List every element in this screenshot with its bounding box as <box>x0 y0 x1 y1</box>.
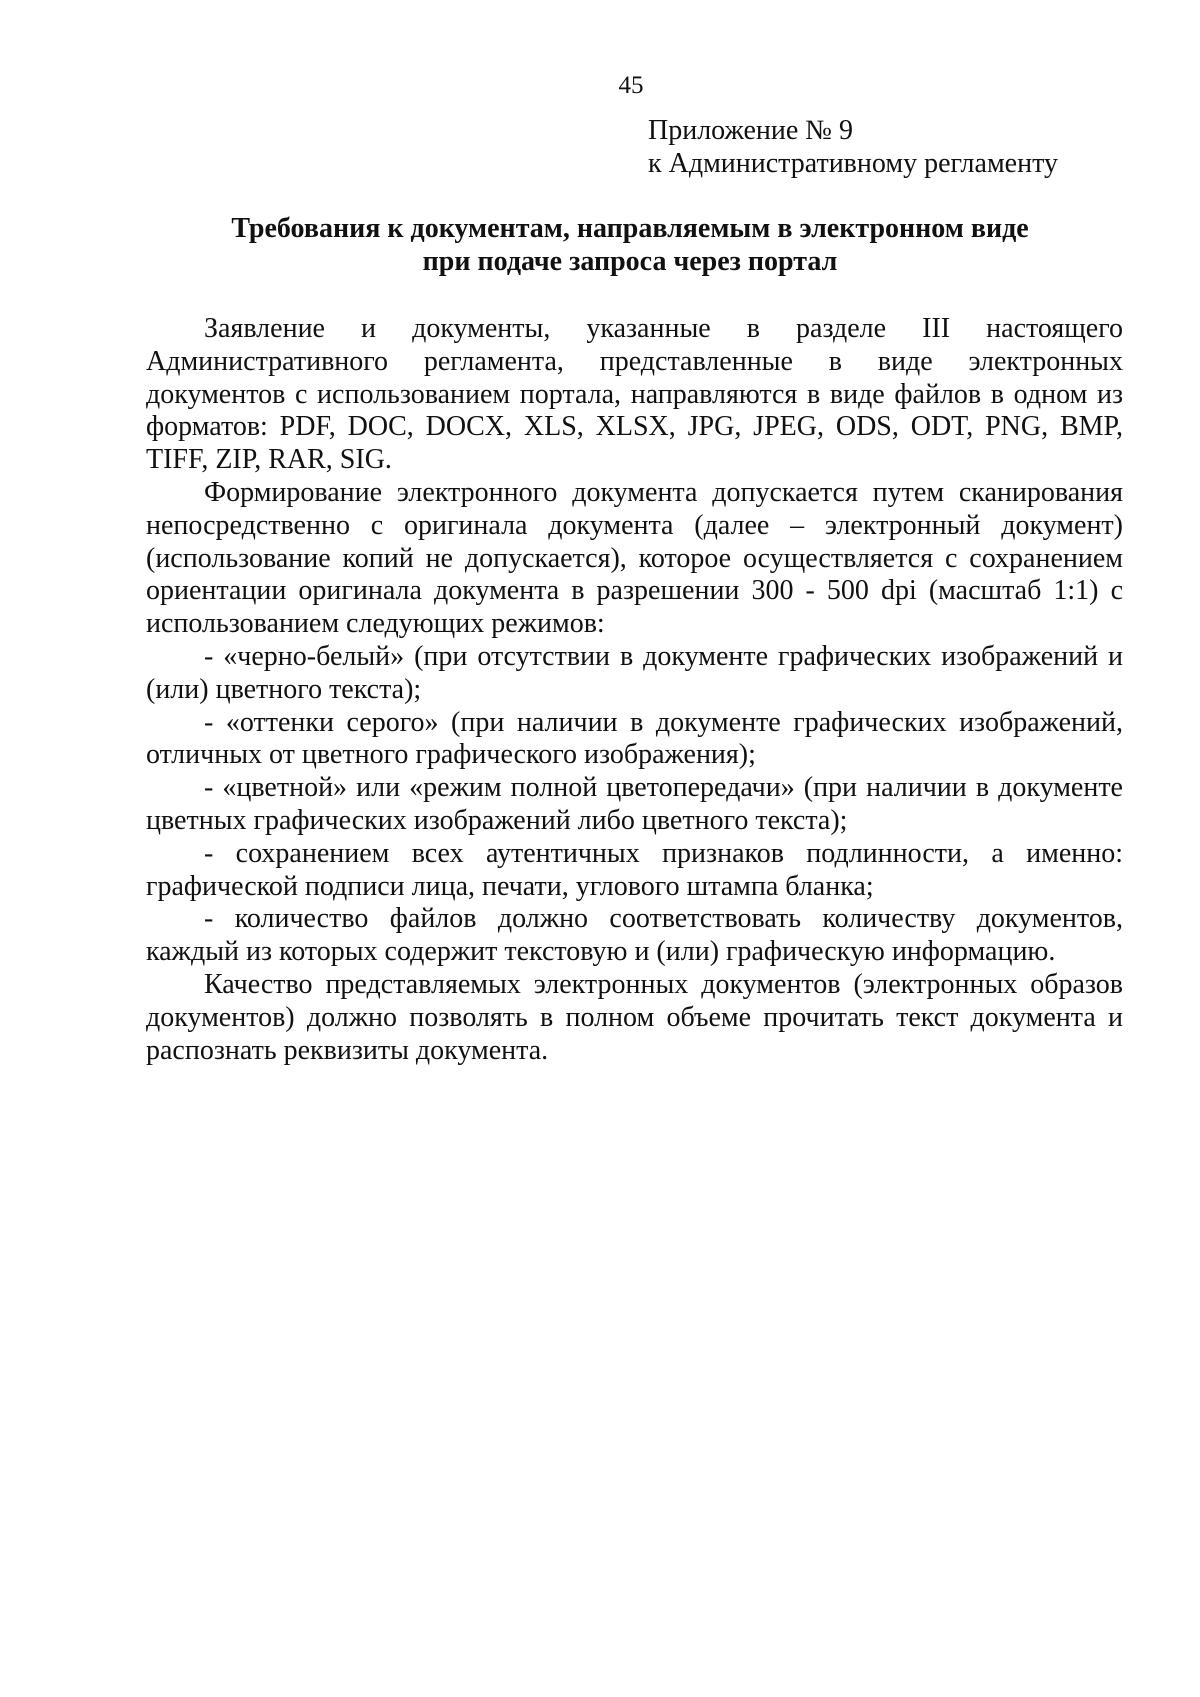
paragraph-scanning: Формирование электронного документа допускается путем сканирования непосредственно с оригинала документа (далее – электронный документ) (использование копий не допускается), которое осуществляется с сохранением ориентации оригинала документа в разрешении 300 - 500 dpi (масштаб 1:1) с использованием следующих режимов: <box>146 476 1123 640</box>
document-title <box>150 212 1110 278</box>
page-number: 45 <box>618 72 644 99</box>
list-item-authenticity: - сохранением всех аутентичных признаков подлинности, а именно: графической подписи лица, печати, углового штампа бланка; <box>146 837 1123 902</box>
list-item-color: - «цветной» или «режим полной цветопередачи» (при наличии в документе цветных графических изображений либо цветного текста); <box>146 772 1123 836</box>
appendix-number: Приложение № 9 <box>648 115 853 146</box>
title-line-1: Требования к документам, направляемым в электронном виде <box>231 213 1029 244</box>
paragraph-quality: Качество представляемых электронных документов (электронных образов документов) должно позволять в полном объеме прочитать текст документа и распознать реквизиты документа. <box>146 968 1123 1066</box>
paragraph-file-formats: Заявление и документы, указанные в разделе III настоящего Административного регламента, представленные в виде электронных документов с использованием портала, направляются в виде файлов в одном из форматов: PDF, DOC, DOCX, XLS, XLSX, JPG, JPEG, ODS, ODT, PNG, BMP, TIFF, ZIP, RAR, SIG. <box>146 313 1123 476</box>
document-body <box>146 313 1123 1067</box>
appendix-reference <box>648 114 1058 180</box>
list-item-black-white: - «черно-белый» (при отсутствии в документе графических изображений и (или) цветного текста); <box>146 640 1123 705</box>
list-item-file-count: - количество файлов должно соответствовать количеству документов, каждый из которых содержит текстовую и (или) графическую информацию. <box>146 903 1123 968</box>
list-item-grayscale: - «оттенки серого» (при наличии в документе графических изображений, отличных от цветного графического изображения); <box>146 706 1123 771</box>
title-line-2: при подаче запроса через портал <box>422 246 838 277</box>
appendix-regulation: к Административному регламенту <box>648 148 1058 179</box>
